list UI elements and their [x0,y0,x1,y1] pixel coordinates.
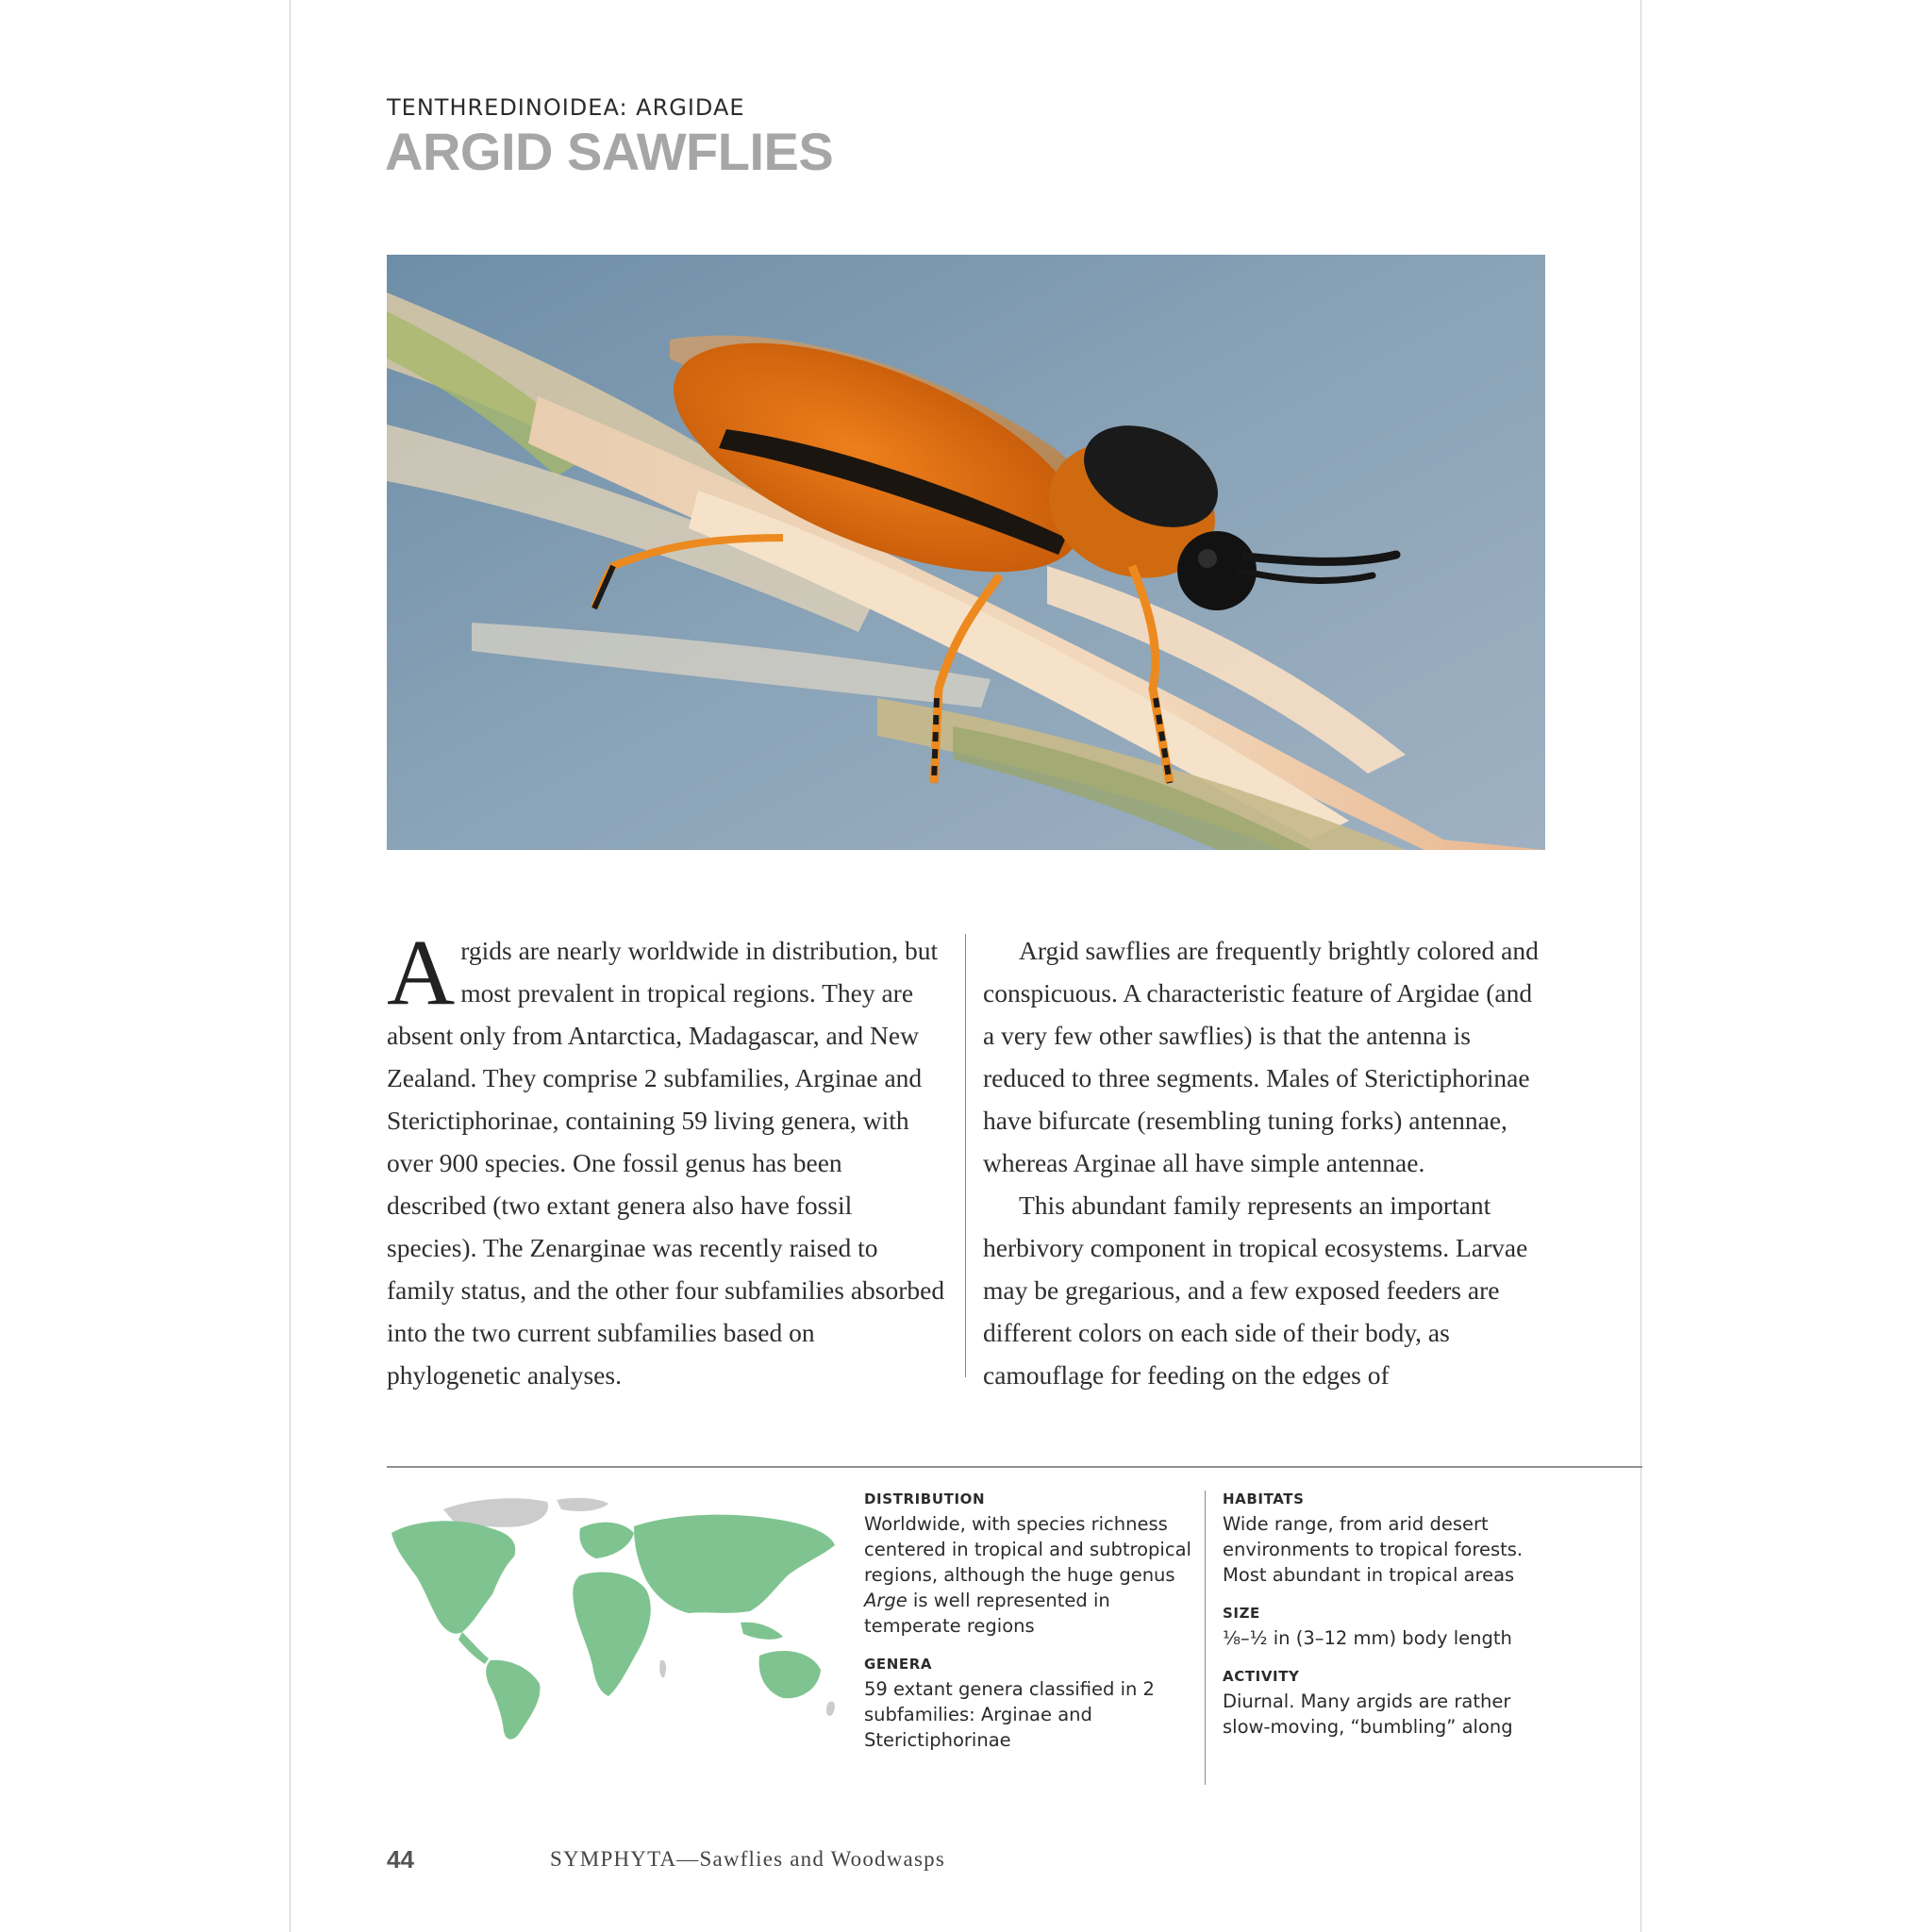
drop-cap: A [387,920,456,1024]
map-madagascar [659,1660,666,1678]
genera-text: 59 extant genera classified in 2 subfamilies: Arginae and Sterictiphorinae [864,1678,1155,1751]
habitats-label: HABITATS [1223,1491,1305,1507]
distribution-genus: Arge [864,1590,908,1611]
fact-column-right [1223,1491,1534,1740]
running-footer: SYMPHYTA—Sawflies and Woodwasps [550,1847,945,1871]
fact-column-left [864,1491,1196,1753]
distribution-text-start: Worldwide, with species richness centered in tropical and subtropical regions, although the huge genus [864,1513,1191,1586]
map-arctic-islands [557,1498,608,1511]
intro-text: rgids are nearly worldwide in distribution, but most prevalent in tropical regions. They are absent only from Antarctica, Madagascar, and New Zealand. They comprise 2 subfamilies, Arginae and Sterictiphorinae, containing 59 living genera, with over 900 species. One fossil genus has been described (two extant genera also have fossil species). The Zenarginae was recently raised to family status, and the other four subfamilies absorbed into the two current subfamilies based on phylogenetic analyses. [387,936,945,1390]
activity-label: ACTIVITY [1223,1668,1300,1685]
column-divider [965,934,966,1377]
fact-panel-rule [387,1466,1642,1468]
page-number: 44 [387,1845,414,1874]
distribution-text-end: is well represented in temperate regions [864,1590,1110,1637]
map-asia [634,1515,835,1613]
map-central-america [458,1632,489,1664]
distribution-label: DISTRIBUTION [864,1491,986,1507]
superfamily-heading: TENTHREDINOIDEA: ARGIDAE [387,94,745,121]
map-north-america [391,1521,515,1633]
map-europe [579,1523,634,1558]
size-label: SIZE [1223,1605,1260,1622]
map-south-america [486,1660,540,1740]
paragraph-features: Argid sawflies are frequently brightly colored and conspicuous. A characteristic feature of Argidae (and a very few other sawflies) is that the antenna is reduced to three segments. Males of Sterictiphorinae have bifurcate (resembling tuning forks) antennae, whereas Arginae all have simple antennae. [983,936,1539,1177]
body-column-right [983,929,1541,1396]
fact-column-divider [1205,1491,1206,1785]
map-southeast-asia [741,1623,783,1640]
distribution-map [387,1491,840,1745]
book-page [290,0,1641,1932]
intro-paragraph [387,920,945,1396]
activity-text: Diurnal. Many argids are rather slow-moving, “bumbling” along [1223,1690,1513,1738]
map-australia [759,1651,821,1698]
map-africa [573,1572,650,1696]
genera-label: GENERA [864,1656,933,1673]
map-new-zealand [826,1701,835,1715]
distribution-text [864,1511,1196,1639]
paragraph-ecology: This abundant family represents an important herbivory component in tropical ecosystems. Larvae may be gregarious, and a few exposed feeders are different colors on each side of their body, as camouflage for feeding on the edges of [983,1191,1528,1390]
page-title: ARGID SAWFLIES [385,122,834,181]
sawfly-photo [387,255,1545,850]
size-text: ¹⁄₈–½ in (3–12 mm) body length [1223,1627,1512,1649]
body-column-left [387,920,945,1396]
habitats-text: Wide range, from arid desert environments to tropical forests. Most abundant in tropical areas [1223,1513,1524,1586]
